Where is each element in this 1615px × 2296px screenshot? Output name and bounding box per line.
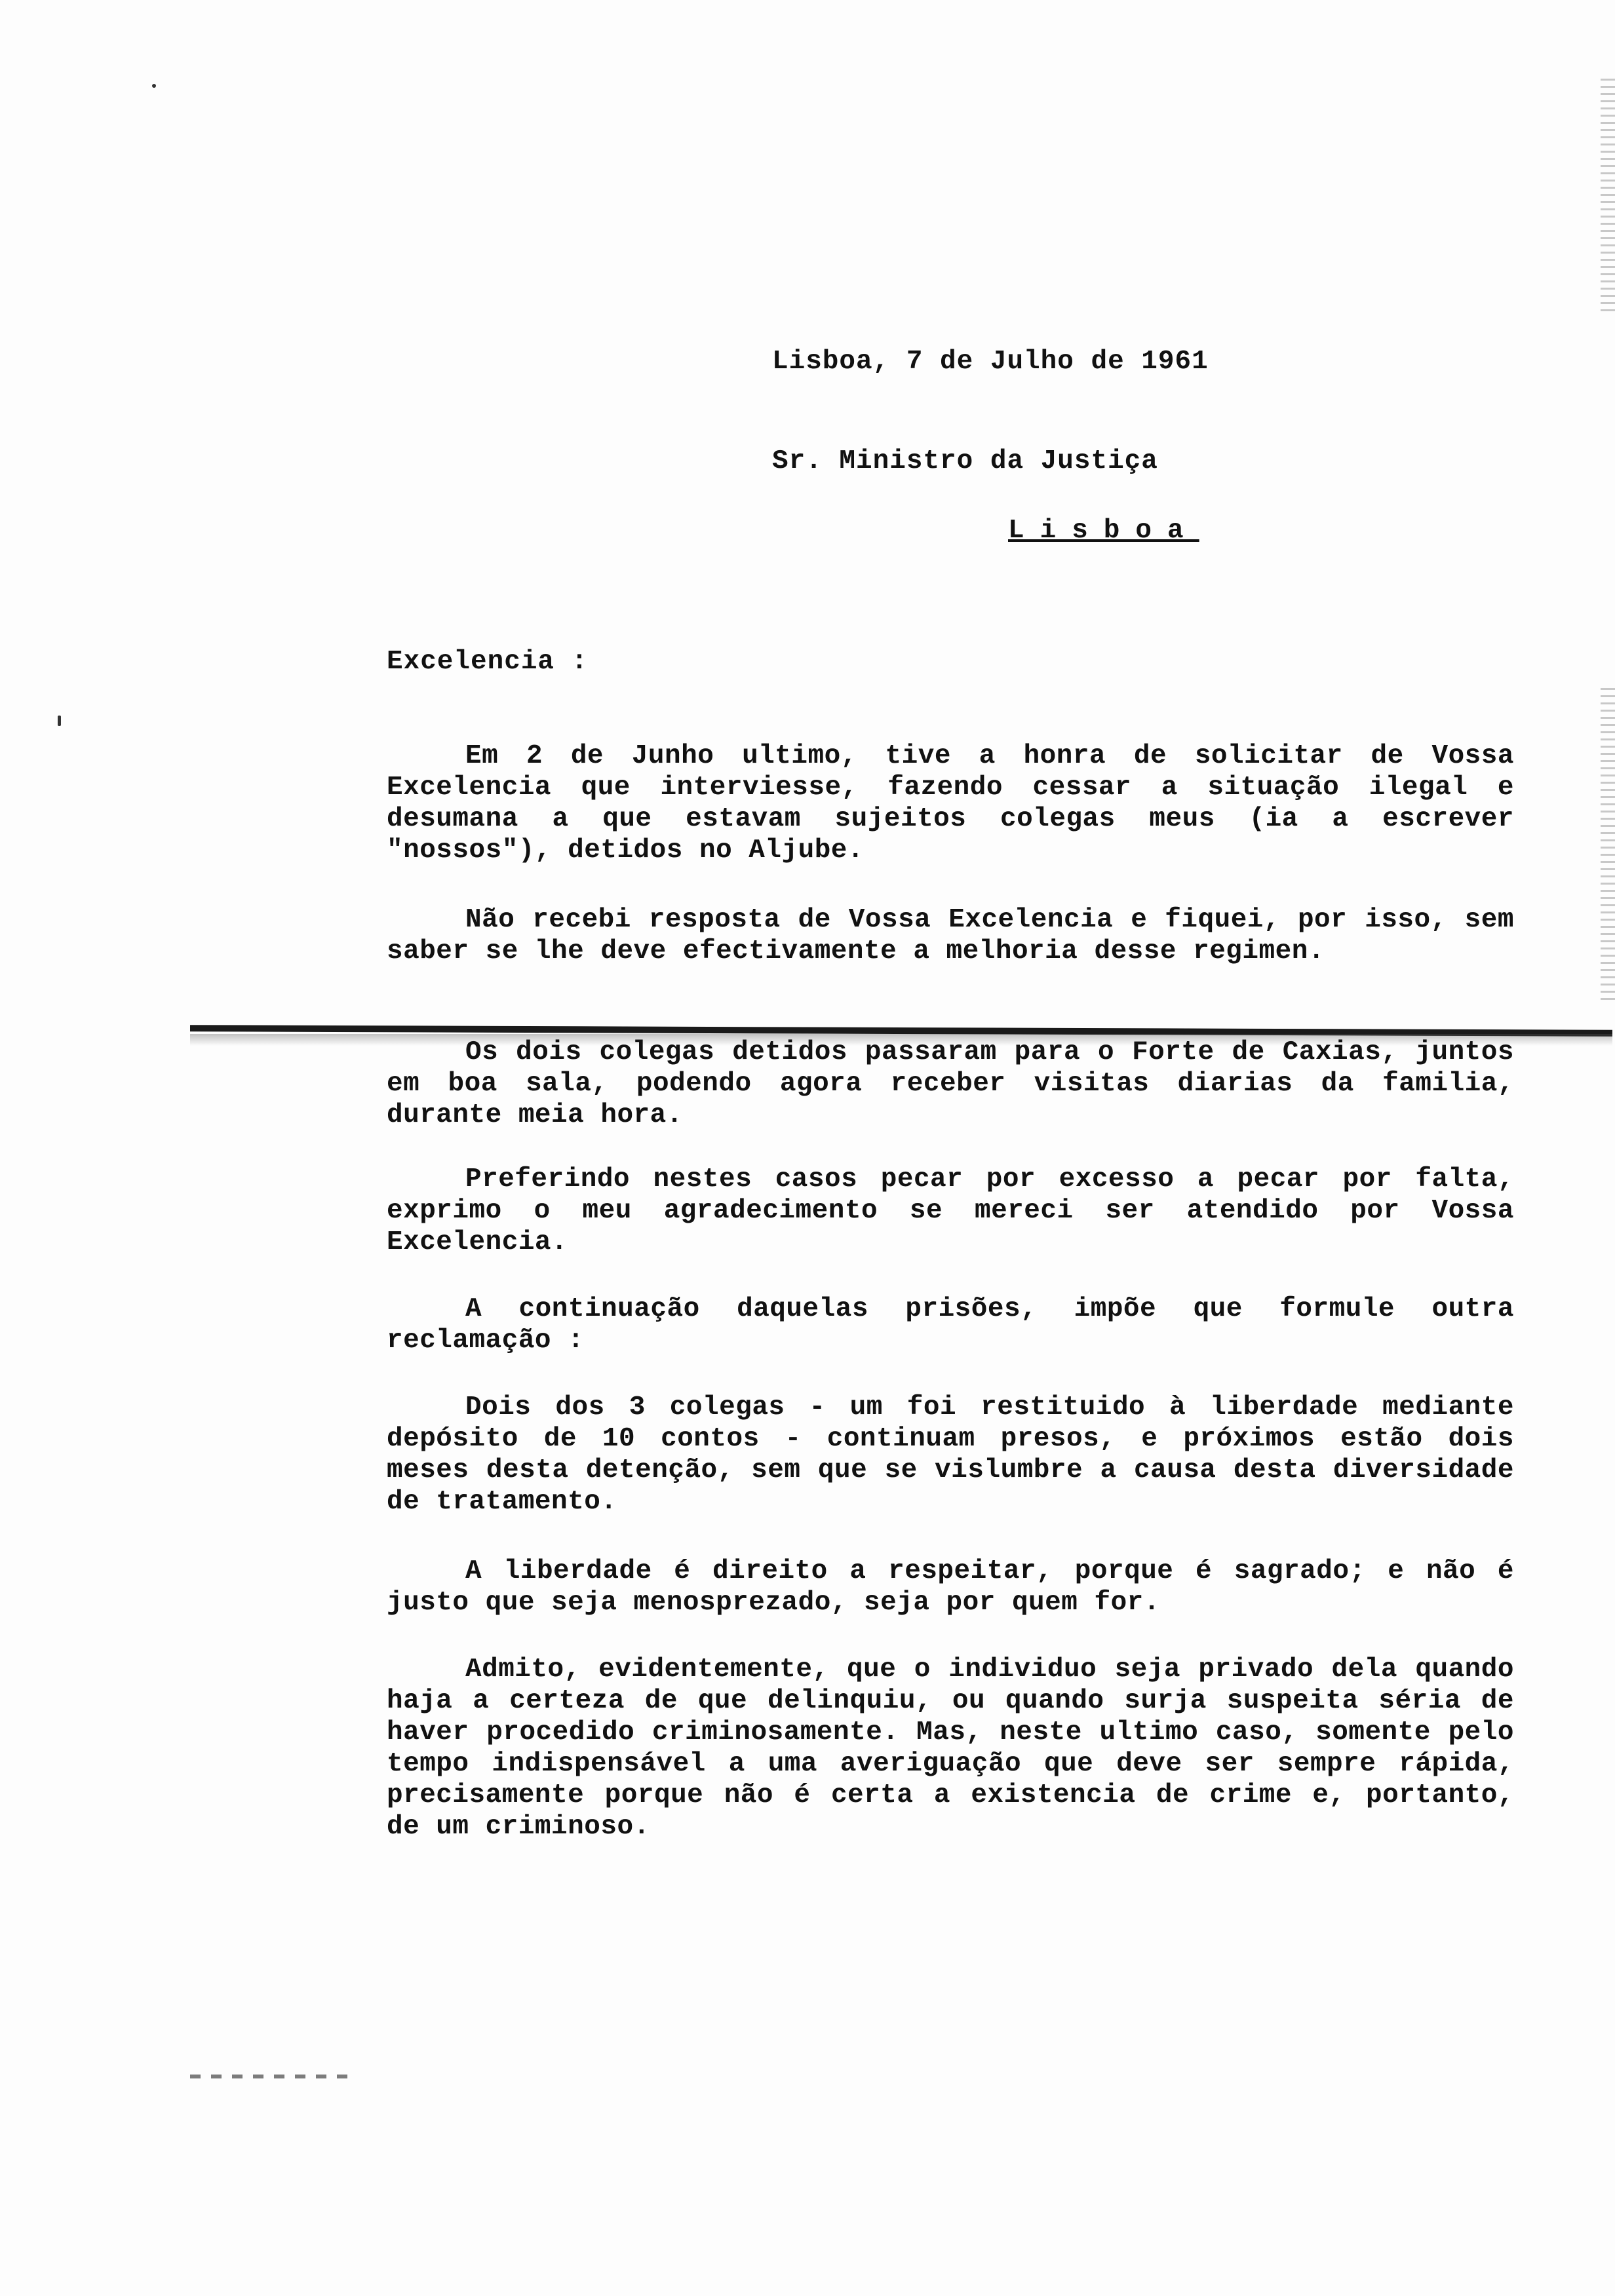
paragraph-7: A liberdade é direito a respeitar, porque é sagrado; e não é justo que seja menosprezado, seja por quem for. xyxy=(387,1556,1531,1618)
scan-dash-mark xyxy=(190,2075,347,2078)
scan-speck xyxy=(152,84,156,88)
scan-edge-noise xyxy=(1601,688,1615,1003)
paragraph-6: Dois dos 3 colegas - um foi restituido à liberdade mediante depósito de 10 contos - continuam presos, e próximos estão dois meses desta detenção, sem que se vislumbre a causa desta diversidade de tratamento. xyxy=(387,1392,1531,1517)
date-line: Lisboa, 7 de Julho de 1961 xyxy=(772,347,1209,377)
paragraph-5: A continuação daquelas prisões, impõe que formule outra reclamação : xyxy=(387,1294,1531,1356)
paragraph-8: Admito, evidentemente, que o individuo seja privado dela quando haja a certeza de que delinquiu, ou quando surja suspeita séria de haver procedido criminosamente. Mas, neste ultimo caso, somente pelo tempo indispensável a uma averiguação que deve ser sempre rápida, precisamente porque não é certa a existencia de crime e, portanto, de um criminoso. xyxy=(387,1655,1531,1842)
recipient-city: Lisboa xyxy=(1008,516,1199,546)
paragraph-1: Em 2 de Junho ultimo, tive a honra de solicitar de Vossa Excelencia que interviesse, fazendo cessar a situação ilegal e desumana a que estavam sujeitos colegas meus (ia a escrever "nossos"), detidos no Aljube. xyxy=(387,741,1531,866)
paragraph-2: Não recebi resposta de Vossa Excelencia e fiquei, por isso, sem saber se lhe deve efectivamente a melhoria desse regimen. xyxy=(387,905,1531,966)
scan-speck xyxy=(58,716,61,726)
paragraph-3: Os dois colegas detidos passaram para o Forte de Caxias, juntos em boa sala, podendo agora receber visitas diarias da familia, durante meia hora. xyxy=(387,1037,1531,1130)
paragraph-4: Preferindo nestes casos pecar por excesso a pecar por falta, exprimo o meu agradecimento se mereci ser atendido por Vossa Excelencia. xyxy=(387,1164,1531,1257)
scan-edge-noise xyxy=(1601,79,1615,315)
recipient-line: Sr. Ministro da Justiça xyxy=(772,446,1158,476)
salutation: Excelencia : xyxy=(387,647,589,677)
